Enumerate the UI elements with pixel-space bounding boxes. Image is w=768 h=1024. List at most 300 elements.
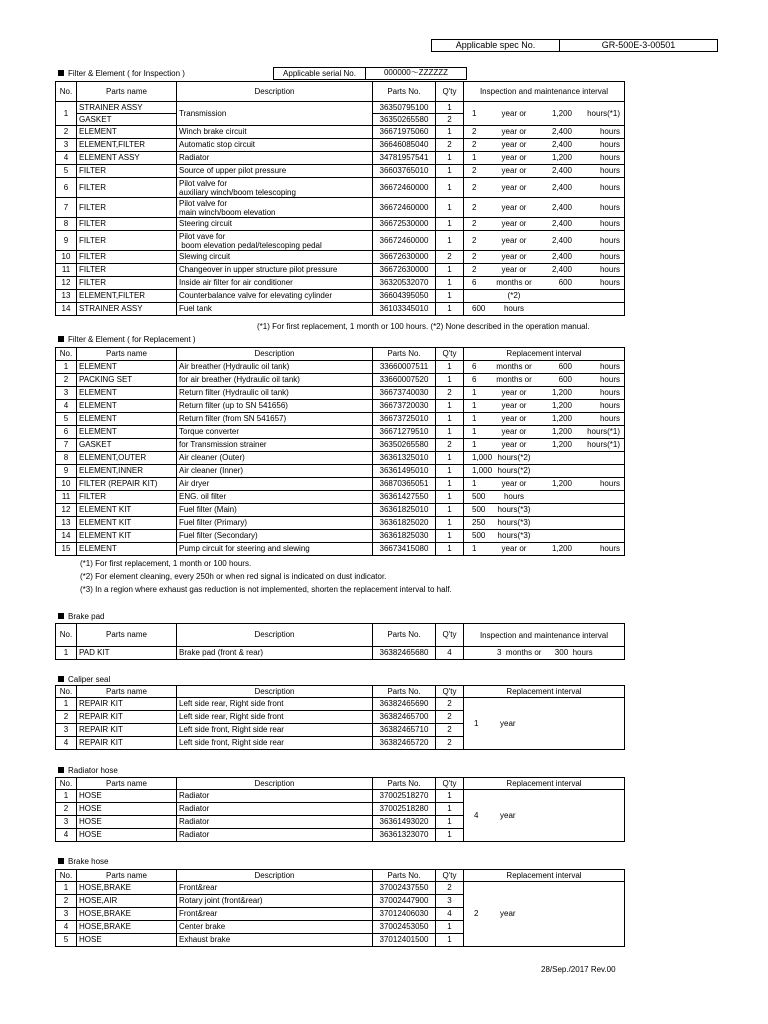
row-qty: 2 xyxy=(436,439,464,452)
row-no: 6 xyxy=(56,426,77,439)
interval-part: 1,200 xyxy=(551,388,572,397)
row-qty: 2 xyxy=(436,711,464,724)
row-description: Radiator xyxy=(177,152,373,165)
table-row xyxy=(56,290,625,303)
row-description: Radiator xyxy=(177,803,373,816)
row-qty: 1 xyxy=(436,198,464,218)
row-parts-no: 36382465700 xyxy=(373,711,436,724)
row-interval xyxy=(464,517,625,530)
section-title-brakepad: Brake pad xyxy=(58,612,104,622)
table-row xyxy=(56,478,625,491)
row-description: Steering circuit xyxy=(177,218,373,231)
interval-part: 600 xyxy=(472,304,486,313)
section-title-replacement: Filter & Element ( for Replacement ) xyxy=(58,335,196,345)
interval-part: hours xyxy=(599,127,620,136)
row-no: 3 xyxy=(56,908,77,921)
table-row xyxy=(56,374,625,387)
col-parts: Parts name xyxy=(77,870,177,882)
col-parts: Parts name xyxy=(77,686,177,698)
row-interval xyxy=(464,139,625,152)
row-qty: 2 xyxy=(436,251,464,264)
row-description xyxy=(177,178,373,198)
caliper-table xyxy=(55,685,625,750)
row-qty: 2 xyxy=(436,698,464,711)
table-row xyxy=(56,264,625,277)
section-title-caliper: Caliper seal xyxy=(58,675,110,685)
col-desc: Description xyxy=(177,624,373,647)
interval-part: 2 xyxy=(472,140,477,149)
col-partsno: Parts No. xyxy=(373,778,436,790)
row-no: 1 xyxy=(56,102,77,126)
row-interval xyxy=(464,126,625,139)
interval-part: hours(*1) xyxy=(587,427,620,436)
interval-part: 6 xyxy=(472,362,477,371)
interval-part: 2,400 xyxy=(551,127,572,136)
row-parts-no: 36382465680 xyxy=(373,647,436,660)
interval-part: 2,400 xyxy=(551,219,572,228)
row-parts-name: FILTER xyxy=(77,218,177,231)
interval-part: year or xyxy=(501,127,527,136)
row-description: Left side rear, Right side front xyxy=(177,711,373,724)
row-interval xyxy=(464,231,625,251)
row-no: 7 xyxy=(56,439,77,452)
table-row xyxy=(56,517,625,530)
interval-part: hours(*3) xyxy=(497,505,531,514)
row-interval xyxy=(464,361,625,374)
interval-part: hours xyxy=(599,252,620,261)
row-parts-no: 36382465720 xyxy=(373,737,436,750)
row-parts-name: FILTER xyxy=(77,165,177,178)
row-parts-name: STRAINER ASSY xyxy=(77,102,177,114)
interval-part: 2 xyxy=(472,166,477,175)
row-qty: 2 xyxy=(436,387,464,400)
interval-part: year or xyxy=(501,252,527,261)
spec-label: Applicable spec No. xyxy=(432,40,560,51)
row-no: 7 xyxy=(56,198,77,218)
interval-part: months or xyxy=(496,362,532,371)
table-row xyxy=(56,543,625,556)
row-interval xyxy=(464,478,625,491)
row-parts-name: HOSE xyxy=(77,829,177,842)
row-qty: 2 xyxy=(436,139,464,152)
row-qty: 1 xyxy=(436,426,464,439)
interval-part: 600 xyxy=(558,375,572,384)
row-no: 4 xyxy=(56,152,77,165)
row-description: Radiator xyxy=(177,816,373,829)
col-qty: Q'ty xyxy=(436,778,464,790)
row-interval xyxy=(464,465,625,478)
row-no: 11 xyxy=(56,491,77,504)
row-description: Fuel filter (Secondary) xyxy=(177,530,373,543)
row-no: 1 xyxy=(56,790,77,803)
row-parts-name: HOSE xyxy=(77,934,177,947)
table-row xyxy=(56,152,625,165)
row-no: 3 xyxy=(56,724,77,737)
interval-part: year or xyxy=(501,140,527,149)
interval-part: 6 xyxy=(472,375,477,384)
row-parts-no: 36673720030 xyxy=(373,400,436,413)
row-parts-name: REPAIR KIT xyxy=(77,711,177,724)
section-title-inspection: Filter & Element ( for Inspection ) xyxy=(58,69,185,79)
row-description: for air breather (Hydraulic oil tank) xyxy=(177,374,373,387)
interval-part: 1 xyxy=(472,388,477,397)
row-interval xyxy=(464,178,625,198)
interval-part: year or xyxy=(501,440,527,449)
row-parts-no: 37012401500 xyxy=(373,934,436,947)
row-parts-name: FILTER xyxy=(77,264,177,277)
row-parts-no: 36673725010 xyxy=(373,413,436,426)
interval-part: 1,200 xyxy=(551,544,572,553)
interval-part: 1 xyxy=(472,414,477,423)
row-qty: 1 xyxy=(436,303,464,316)
radiator-hose-table xyxy=(55,777,625,842)
interval-part: hours(*2) xyxy=(497,453,531,462)
row-parts-name: STRAINER ASSY xyxy=(77,303,177,316)
interval-part: 1 xyxy=(472,427,477,436)
row-parts-no: 36361825030 xyxy=(373,530,436,543)
table-row xyxy=(56,882,625,895)
row-parts-name: REPAIR KIT xyxy=(77,698,177,711)
inspection-table xyxy=(55,81,625,316)
interval-part: year or xyxy=(501,265,527,274)
row-no: 5 xyxy=(56,413,77,426)
interval-part: hours xyxy=(503,304,524,313)
row-description: Air breather (Hydraulic oil tank) xyxy=(177,361,373,374)
replacement-note-3: (*3) In a region where exhaust gas reduction is not implemented, shorten the replacement interval to half. xyxy=(80,585,452,594)
table-row xyxy=(56,491,625,504)
col-partsno: Parts No. xyxy=(373,348,436,361)
row-qty: 1 xyxy=(436,218,464,231)
row-qty: 1 xyxy=(436,504,464,517)
interval-part: year or xyxy=(501,479,527,488)
interval-part: hours xyxy=(599,544,620,553)
interval-part: 2 xyxy=(472,252,477,261)
interval-part: 2,400 xyxy=(551,265,572,274)
serial-label: Applicable serial No. xyxy=(274,68,366,79)
row-parts-no: 34781957541 xyxy=(373,152,436,165)
row-qty: 3 xyxy=(436,895,464,908)
row-interval xyxy=(464,387,625,400)
row-no: 12 xyxy=(56,277,77,290)
row-description: Changeover in upper structure pilot pressure xyxy=(177,264,373,277)
col-interval: Inspection and maintenance interval xyxy=(464,624,625,647)
spec-box xyxy=(431,39,718,52)
row-parts-no: 36672460000 xyxy=(373,198,436,218)
row-interval xyxy=(464,290,625,303)
revision-date: 28/Sep./2017 Rev.00 xyxy=(541,965,616,974)
row-parts-no: 36603765010 xyxy=(373,165,436,178)
row-qty: 1 xyxy=(436,478,464,491)
row-no: 8 xyxy=(56,218,77,231)
brakepad-table xyxy=(55,623,625,660)
row-interval xyxy=(464,198,625,218)
interval-part: 500 xyxy=(472,492,486,501)
interval-part xyxy=(536,291,572,301)
row-qty: 1 xyxy=(436,277,464,290)
row-description: Torque converter xyxy=(177,426,373,439)
row-parts-no: 36361825020 xyxy=(373,517,436,530)
row-parts-name: FILTER xyxy=(77,277,177,290)
interval-part xyxy=(536,492,572,502)
interval-part: year or xyxy=(501,388,527,397)
row-parts-no: 36350795100 xyxy=(373,102,436,114)
interval-part xyxy=(572,531,620,541)
row-parts-name: ELEMENT xyxy=(77,400,177,413)
row-qty: 4 xyxy=(436,908,464,921)
col-partsno: Parts No. xyxy=(373,686,436,698)
row-qty: 1 xyxy=(436,934,464,947)
row-description: Slewing circuit xyxy=(177,251,373,264)
row-parts-name: REPAIR KIT xyxy=(77,737,177,750)
interval-part: year or xyxy=(501,219,527,228)
serial-box xyxy=(273,67,467,80)
brake-hose-table xyxy=(55,869,625,947)
interval-part xyxy=(536,531,572,541)
interval-part: 1 xyxy=(472,479,477,488)
row-interval xyxy=(464,530,625,543)
row-qty: 1 xyxy=(436,361,464,374)
row-parts-name: HOSE xyxy=(77,816,177,829)
row-parts-no: 36382465690 xyxy=(373,698,436,711)
interval-part: hours(*1) xyxy=(587,440,620,449)
interval-part: 1 xyxy=(472,108,477,118)
row-parts-name: GASKET xyxy=(77,439,177,452)
table-row xyxy=(56,231,625,251)
interval-part: 500 xyxy=(472,531,486,540)
interval-part: hours xyxy=(599,153,620,162)
row-qty: 1 xyxy=(436,465,464,478)
row-interval xyxy=(464,303,625,316)
row-parts-no: 36361325010 xyxy=(373,452,436,465)
interval-part: 2 xyxy=(472,219,477,228)
col-interval: Replacement interval xyxy=(464,778,625,790)
row-parts-no: 36870365051 xyxy=(373,478,436,491)
interval-part xyxy=(466,291,492,301)
row-description: Inside air filter for air conditioner xyxy=(177,277,373,290)
row-description: Automatic stop circuit xyxy=(177,139,373,152)
interval-part: year or xyxy=(501,235,527,245)
row-description: Return filter (up to SN 541656) xyxy=(177,400,373,413)
interval-part xyxy=(572,505,620,515)
row-description: Brake pad (front & rear) xyxy=(177,647,373,660)
replacement-note-1: (*1) For first replacement, 1 month or 100 hours. xyxy=(80,559,252,568)
interval-part: hours xyxy=(599,362,620,371)
interval-part: 2,400 xyxy=(551,140,572,149)
row-interval xyxy=(464,452,625,465)
table-row xyxy=(56,218,625,231)
table-row xyxy=(56,361,625,374)
row-parts-no: 36671279510 xyxy=(373,426,436,439)
row-no: 2 xyxy=(56,803,77,816)
row-no: 13 xyxy=(56,517,77,530)
row-interval xyxy=(464,218,625,231)
col-partsno: Parts No. xyxy=(373,624,436,647)
row-no: 2 xyxy=(56,711,77,724)
row-no: 5 xyxy=(56,165,77,178)
table-row xyxy=(56,303,625,316)
row-parts-name: HOSE,AIR xyxy=(77,895,177,908)
row-description: Transmission xyxy=(177,102,373,126)
row-parts-no: 37002453050 xyxy=(373,921,436,934)
interval-part: 2 xyxy=(472,202,477,212)
row-parts-name: HOSE xyxy=(77,790,177,803)
row-interval xyxy=(464,165,625,178)
interval-part: 2,400 xyxy=(551,202,572,212)
row-no: 11 xyxy=(56,264,77,277)
table-row xyxy=(56,139,625,152)
interval-part: hours xyxy=(599,265,620,274)
row-interval xyxy=(464,102,625,126)
col-qty: Q'ty xyxy=(436,870,464,882)
interval-part: 2,400 xyxy=(551,166,572,175)
row-qty: 1 xyxy=(436,829,464,842)
interval-part: months or xyxy=(496,278,532,287)
interval-part xyxy=(572,518,620,528)
row-parts-no: 36604395050 xyxy=(373,290,436,303)
row-interval xyxy=(464,400,625,413)
row-interval xyxy=(464,251,625,264)
row-interval xyxy=(464,152,625,165)
interval-part: year or xyxy=(501,153,527,162)
row-qty: 2 xyxy=(436,882,464,895)
row-parts-no: 33660007511 xyxy=(373,361,436,374)
row-parts-name: FILTER xyxy=(77,198,177,218)
table-row xyxy=(56,790,625,803)
row-description: Fuel tank xyxy=(177,303,373,316)
group-interval xyxy=(464,882,625,947)
interval-part: 2 xyxy=(472,265,477,274)
row-no: 2 xyxy=(56,374,77,387)
row-parts-name: ELEMENT KIT xyxy=(77,530,177,543)
interval-part: year or xyxy=(501,202,527,212)
row-description: Return filter (from SN 541657) xyxy=(177,413,373,426)
row-no: 2 xyxy=(56,895,77,908)
interval-part: hours(*2) xyxy=(497,466,531,475)
row-no: 1 xyxy=(56,698,77,711)
row-parts-name: FILTER xyxy=(77,231,177,251)
table-row xyxy=(56,198,625,218)
interval-part: hours xyxy=(599,166,620,175)
row-description: Left side front, Right side rear xyxy=(177,724,373,737)
row-no: 9 xyxy=(56,231,77,251)
row-qty: 1 xyxy=(436,264,464,277)
row-parts-name: ELEMENT,FILTER xyxy=(77,290,177,303)
col-parts: Parts name xyxy=(77,778,177,790)
row-description: Front&rear xyxy=(177,908,373,921)
description-line: Pilot vave for xyxy=(179,231,226,241)
row-no: 2 xyxy=(56,126,77,139)
interval-part: hours xyxy=(599,479,620,488)
interval-part: 1,200 xyxy=(551,427,572,436)
row-no: 6 xyxy=(56,178,77,198)
interval-part: year or xyxy=(501,414,527,423)
group-interval xyxy=(464,698,625,750)
row-no: 8 xyxy=(56,452,77,465)
row-interval xyxy=(464,439,625,452)
interval-part xyxy=(536,304,572,314)
row-parts-name: ELEMENT xyxy=(77,426,177,439)
description-line: auxiliary winch/boom telescoping xyxy=(179,187,296,197)
section-title-brakehose: Brake hose xyxy=(58,857,108,867)
interval-part: hours xyxy=(599,219,620,228)
col-parts: Parts name xyxy=(77,82,177,102)
section-title-radiator: Radiator hose xyxy=(58,766,118,776)
interval-part: 1,200 xyxy=(551,479,572,488)
row-parts-name: FILTER xyxy=(77,251,177,264)
row-parts-no: 36361825010 xyxy=(373,504,436,517)
row-no: 4 xyxy=(56,737,77,750)
row-description: Pump circuit for steering and slewing xyxy=(177,543,373,556)
description-line: Pilot valve for xyxy=(179,178,228,188)
row-parts-name: ELEMENT xyxy=(77,126,177,139)
interval-part: hours xyxy=(599,140,620,149)
row-qty: 1 xyxy=(436,543,464,556)
row-description: ENG. oil filter xyxy=(177,491,373,504)
interval-part: 1 xyxy=(472,544,477,553)
row-parts-name: HOSE xyxy=(77,803,177,816)
table-row xyxy=(56,277,625,290)
row-qty: 2 xyxy=(436,737,464,750)
row-no: 10 xyxy=(56,478,77,491)
row-description: Fuel filter (Main) xyxy=(177,504,373,517)
table-row xyxy=(56,178,625,198)
row-description: Air cleaner (Outer) xyxy=(177,452,373,465)
interval-unit: year xyxy=(500,909,516,918)
row-parts-name: HOSE,BRAKE xyxy=(77,921,177,934)
spec-value: GR-500E-3-00501 xyxy=(601,40,676,50)
row-qty: 1 xyxy=(436,178,464,198)
row-no: 1 xyxy=(56,647,77,660)
interval-unit: year xyxy=(500,810,516,820)
interval-part xyxy=(572,304,620,314)
interval-part: 2 xyxy=(472,182,477,192)
interval-part: 500 xyxy=(472,505,486,514)
row-interval xyxy=(464,374,625,387)
col-desc: Description xyxy=(177,348,373,361)
serial-value: 000000～ZZZZZZ xyxy=(383,68,448,77)
interval-part: months or xyxy=(496,375,532,384)
row-parts-no: 36361495010 xyxy=(373,465,436,478)
col-interval: Replacement interval xyxy=(464,686,625,698)
row-description: for Transmission strainer xyxy=(177,439,373,452)
table-row xyxy=(56,452,625,465)
row-qty: 1 xyxy=(436,413,464,426)
table-row xyxy=(56,413,625,426)
row-parts-no: 36350265580 xyxy=(373,439,436,452)
col-no: No. xyxy=(56,686,77,698)
row-parts-name: ELEMENT KIT xyxy=(77,504,177,517)
col-desc: Description xyxy=(177,82,373,102)
row-description: Source of upper pilot pressure xyxy=(177,165,373,178)
row-parts-name: ELEMENT xyxy=(77,387,177,400)
row-no: 4 xyxy=(56,921,77,934)
row-no: 9 xyxy=(56,465,77,478)
row-description: Radiator xyxy=(177,790,373,803)
interval-part: 6 xyxy=(472,278,477,287)
table-row xyxy=(56,647,625,660)
row-parts-no: 37002518280 xyxy=(373,803,436,816)
row-description: Return filter (Hydraulic oil tank) xyxy=(177,387,373,400)
interval-part: 600 xyxy=(558,278,572,287)
col-no: No. xyxy=(56,348,77,361)
interval-part: hours(*3) xyxy=(497,518,531,527)
row-description: Fuel filter (Primary) xyxy=(177,517,373,530)
row-parts-no: 36672460000 xyxy=(373,178,436,198)
table-row xyxy=(56,165,625,178)
row-qty: 1 xyxy=(436,530,464,543)
interval-part: 250 xyxy=(472,518,486,527)
interval-part: 2 xyxy=(472,235,477,245)
